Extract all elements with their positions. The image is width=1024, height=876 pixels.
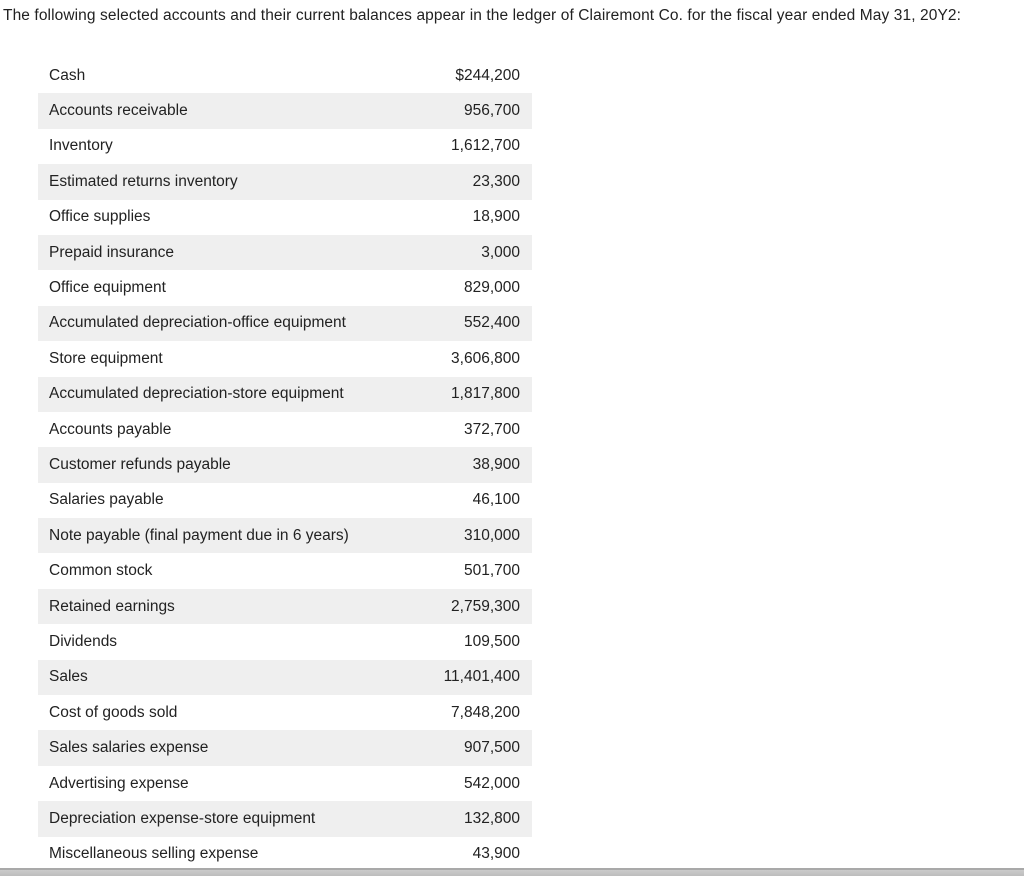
ledger-row <box>38 447 532 482</box>
account-amount: 38,900 <box>472 455 520 473</box>
account-label: Store equipment <box>49 349 163 367</box>
account-label: Customer refunds payable <box>49 455 231 473</box>
scrollbar-edge <box>0 868 1024 870</box>
account-label: Accumulated depreciation-store equipment <box>49 385 344 403</box>
account-amount: 3,606,800 <box>451 349 520 367</box>
ledger-row <box>38 129 532 164</box>
account-amount: 18,900 <box>472 208 520 226</box>
account-label: Accounts receivable <box>49 102 188 120</box>
ledger-row <box>38 553 532 588</box>
account-amount: 907,500 <box>463 739 520 757</box>
ledger-row <box>38 624 532 659</box>
ledger-row <box>38 341 532 376</box>
account-label: Miscellaneous selling expense <box>49 845 259 863</box>
ledger-row <box>38 660 532 695</box>
account-label: Common stock <box>49 562 153 580</box>
horizontal-scrollbar[interactable] <box>0 868 1024 876</box>
ledger-row <box>38 837 532 872</box>
account-label: Dividends <box>49 632 118 650</box>
account-label: Accumulated depreciation-office equipment <box>49 314 346 332</box>
ledger-row <box>38 93 532 128</box>
account-label: Accounts payable <box>49 420 172 438</box>
ledger-table <box>38 58 532 872</box>
account-amount: 109,500 <box>463 632 520 650</box>
account-amount: 43,900 <box>472 845 520 863</box>
account-label: Retained earnings <box>49 597 175 615</box>
ledger-row <box>38 306 532 341</box>
account-label: Salaries payable <box>49 491 164 509</box>
account-label: Prepaid insurance <box>49 243 174 261</box>
account-amount: $244,200 <box>455 66 520 84</box>
ledger-row <box>38 695 532 730</box>
account-amount: 2,759,300 <box>451 597 520 615</box>
account-amount: 46,100 <box>472 491 520 509</box>
account-label: Inventory <box>49 137 113 155</box>
intro-text: The following selected accounts and their current balances appear in the ledger of Clairemont Co. for the fiscal year ended May 31, 20Y2: <box>3 7 962 24</box>
account-label: Cost of goods sold <box>49 703 178 721</box>
account-label: Sales salaries expense <box>49 739 209 757</box>
ledger-row <box>38 589 532 624</box>
account-amount: 956,700 <box>463 102 520 120</box>
ledger-row <box>38 270 532 305</box>
account-amount: 23,300 <box>472 172 520 190</box>
ledger-row <box>38 200 532 235</box>
ledger-row <box>38 164 532 199</box>
ledger-row <box>38 235 532 270</box>
account-amount: 501,700 <box>463 562 520 580</box>
account-amount: 372,700 <box>463 420 520 438</box>
account-amount: 1,612,700 <box>451 137 520 155</box>
ledger-row <box>38 412 532 447</box>
account-amount: 310,000 <box>463 526 520 544</box>
account-label: Note payable (final payment due in 6 years) <box>49 526 349 544</box>
account-amount: 1,817,800 <box>451 385 520 403</box>
account-label: Cash <box>49 66 86 84</box>
account-label: Estimated returns inventory <box>49 172 238 190</box>
ledger-row <box>38 483 532 518</box>
ledger-row <box>38 730 532 765</box>
account-label: Depreciation expense-store equipment <box>49 809 316 827</box>
account-amount: 542,000 <box>463 774 520 792</box>
account-amount: 829,000 <box>463 279 520 297</box>
ledger-row <box>38 377 532 412</box>
account-label: Office supplies <box>49 208 151 226</box>
account-label: Sales <box>49 668 88 686</box>
account-amount: 132,800 <box>463 809 520 827</box>
ledger-row <box>38 801 532 836</box>
account-label: Advertising expense <box>49 774 189 792</box>
ledger-row <box>38 58 532 93</box>
account-amount: 11,401,400 <box>443 668 520 686</box>
account-amount: 3,000 <box>481 243 520 261</box>
ledger-row <box>38 518 532 553</box>
account-amount: 7,848,200 <box>451 703 520 721</box>
ledger-row <box>38 766 532 801</box>
account-amount: 552,400 <box>463 314 520 332</box>
account-label: Office equipment <box>49 279 166 297</box>
